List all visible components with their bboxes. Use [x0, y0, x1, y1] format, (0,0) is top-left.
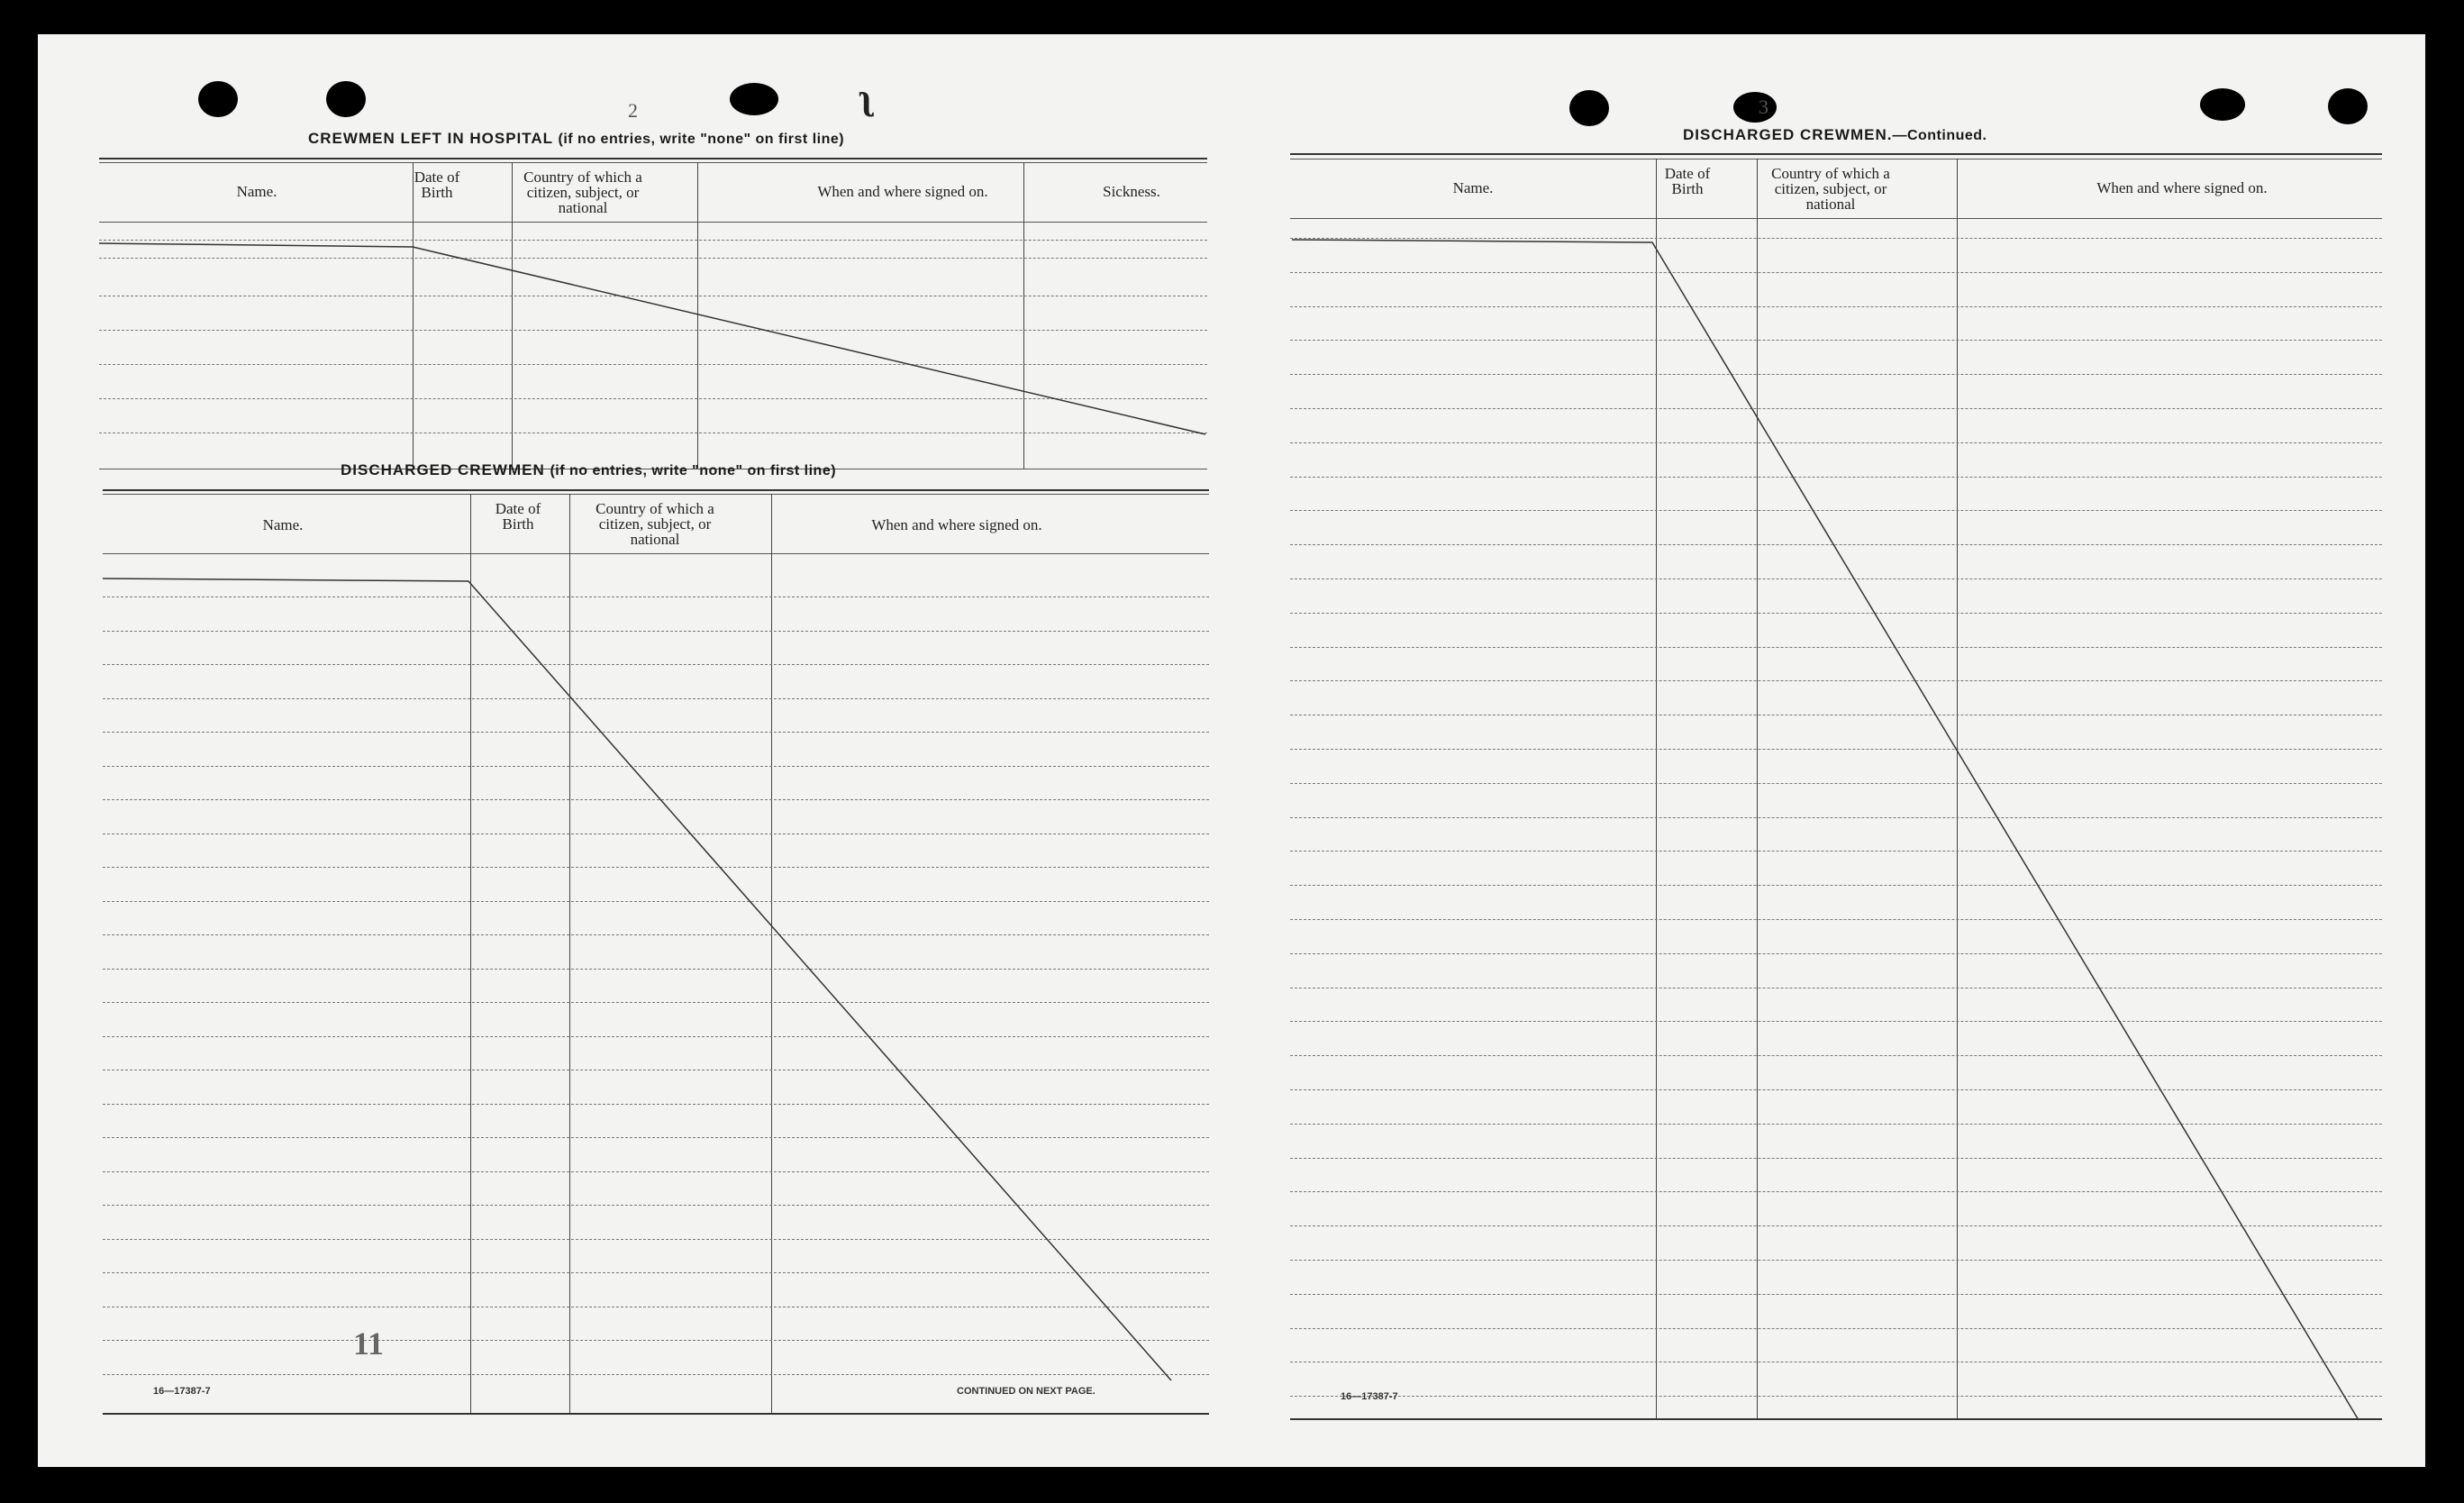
discharged-col-country: Country of which a citizen, subject, or national	[596, 500, 714, 548]
form-number: 16—17387-7	[1341, 1391, 1398, 1402]
hospital-col-date-of-birth: Date of Birth	[414, 169, 460, 201]
continued-col-signed-on: When and where signed on.	[2096, 179, 2268, 196]
discharged-title-text: DISCHARGED CREWMEN	[341, 461, 545, 478]
cancellation-strokes	[38, 34, 2425, 1467]
continued-title-suffix: —Continued.	[1892, 128, 1987, 143]
handwritten-mark: 11	[353, 1325, 385, 1362]
continued-title-text: DISCHARGED CREWMEN.	[1683, 126, 1893, 143]
continued-col-name: Name.	[1452, 179, 1494, 196]
continued-cancel-stroke	[1292, 240, 2359, 1420]
discharged-col-name: Name.	[262, 516, 304, 533]
hospital-col-country: Country of which a citizen, subject, or national	[523, 169, 642, 216]
discharged-col-date-of-birth: Date of Birth	[495, 500, 541, 533]
hospital-col-signed-on: When and where signed on.	[817, 183, 988, 200]
hospital-title-note: (if no entries, write "none" on first line)	[558, 132, 845, 147]
continued-col-date-of-birth: Date of Birth	[1664, 165, 1711, 197]
form-number: 16—17387-7	[153, 1386, 211, 1397]
continued-note: CONTINUED ON NEXT PAGE.	[957, 1386, 1096, 1397]
discharged-title-note: (if no entries, write "none" on first line)	[550, 463, 837, 478]
discharged-col-signed-on: When and where signed on.	[871, 516, 1042, 533]
discharged-cancel-stroke	[103, 578, 1171, 1380]
hospital-col-name: Name.	[236, 183, 277, 200]
page-number: 3	[1759, 96, 1768, 118]
hospital-title-text: CREWMEN LEFT IN HOSPITAL	[308, 130, 553, 147]
scanned-document	[38, 34, 2425, 1467]
continued-col-country: Country of which a citizen, subject, or national	[1771, 165, 1890, 213]
hospital-col-sickness: Sickness.	[1103, 183, 1160, 200]
ink-mark: ʅ	[859, 77, 873, 117]
page-number: 2	[628, 99, 638, 122]
hospital-cancel-stroke	[99, 243, 1205, 434]
